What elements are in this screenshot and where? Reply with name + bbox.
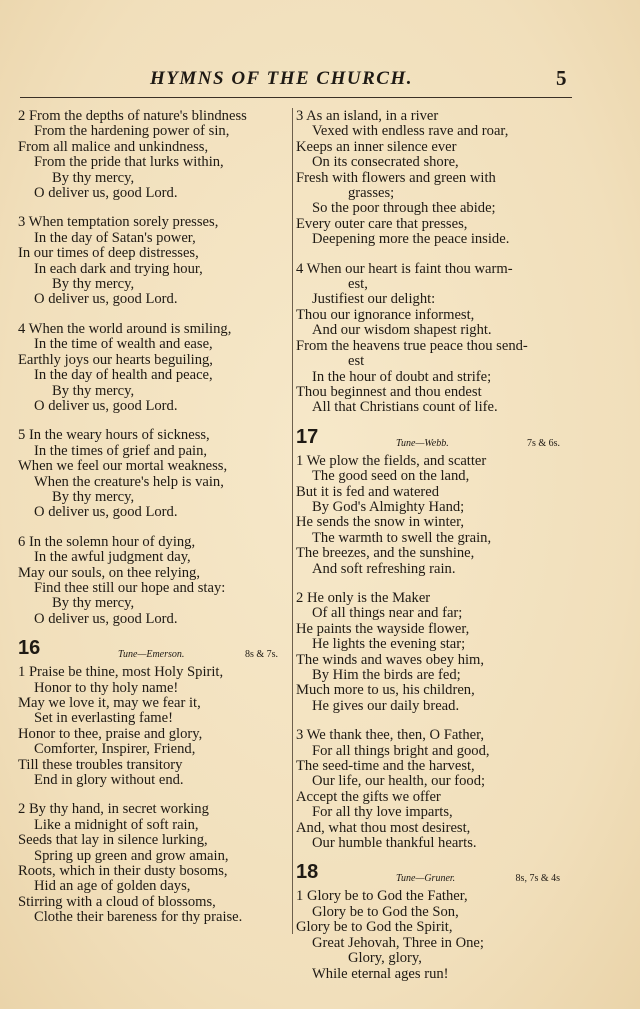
- verse-line: Thou our ignorance informest,: [296, 306, 475, 323]
- verse-line: Fresh with flowers and green with: [296, 169, 496, 186]
- verse-line: 1 Glory be to God the Father,: [296, 888, 468, 905]
- verse-line: In each dark and trying hour,: [34, 260, 203, 277]
- verse-line: Much more to us, his children,: [296, 682, 475, 699]
- verse-line: And soft refreshing rain.: [312, 560, 456, 577]
- verse-line: Earthly joys our hearts beguiling,: [18, 351, 213, 368]
- verse-line: 3 As an island, in a river: [296, 108, 439, 124]
- verse-line: From all malice and unkindness,: [18, 138, 209, 155]
- page-number: 5: [556, 66, 567, 90]
- hymn-15-stanza-2: [18, 109, 286, 201]
- verse-line: est: [348, 353, 365, 370]
- verse-line: When we feel our mortal weakness,: [18, 458, 228, 475]
- verse-line: 3 When temptation sorely presses,: [18, 214, 219, 231]
- verse-line: 1 We plow the fields, and scatter: [296, 452, 487, 469]
- verse-line: The winds and waves obey him,: [296, 651, 485, 668]
- hymn-15-stanza-5: [18, 428, 286, 520]
- verse-line: 4 When the world around is smiling,: [18, 320, 232, 337]
- hymn-16-stanza-3: [296, 109, 568, 248]
- verse-line: 2 From the depths of nature's blindness: [18, 108, 247, 124]
- verse-line: 4 When our heart is faint thou warm-: [296, 260, 513, 277]
- meter: 8s & 7s.: [244, 649, 278, 661]
- verse-line: Like a midnight of soft rain,: [34, 816, 199, 833]
- verse-line: Deepening more the peace inside.: [312, 231, 510, 248]
- verse-line: est,: [348, 276, 368, 293]
- verse-line: From the heavens true peace thou send-: [296, 337, 528, 354]
- hymn-16-stanza-2: [18, 802, 286, 925]
- verse-line: Every outer care that presses,: [296, 215, 468, 232]
- hymn-18-stanza-1: [296, 889, 568, 981]
- verse-line: Vexed with endless rave and roar,: [312, 123, 509, 140]
- verse-line: By thy mercy,: [52, 169, 135, 186]
- verse-line: So the poor through thee abide;: [312, 200, 496, 217]
- verse-line: In the times of grief and pain,: [34, 442, 208, 459]
- verse-line: By thy mercy,: [52, 488, 135, 505]
- verse-line: Justifiest our delight:: [312, 291, 436, 308]
- hymn-number: 16: [18, 637, 41, 660]
- verse-line: Glory be to God the Spirit,: [296, 919, 453, 936]
- hymn-17-stanza-3: [296, 728, 568, 851]
- verse-line: Our humble thankful hearts.: [312, 835, 477, 852]
- verse-line: He lights the evening star;: [312, 636, 466, 653]
- verse-line: End in glory without end.: [34, 772, 184, 789]
- verse-line: Honor to thee, praise and glory,: [18, 725, 203, 742]
- verse-line: And, what thou most desirest,: [296, 819, 471, 836]
- verse-line: For all things bright and good,: [312, 742, 490, 759]
- verse-line: The breezes, and the sunshine,: [296, 545, 475, 562]
- verse-line: Set in everlasting fame!: [34, 710, 173, 727]
- verse-line: By thy mercy,: [52, 276, 135, 293]
- verse-line: By God's Almighty Hand;: [312, 498, 465, 515]
- hymn-15-stanza-6: [18, 535, 286, 627]
- verse-line: May we love it, may we fear it,: [18, 695, 201, 711]
- verse-line: Stirring with a cloud of blossoms,: [18, 893, 216, 910]
- verse-line: grasses;: [348, 185, 395, 202]
- verse-line: Of all things near and far;: [312, 605, 463, 622]
- page-header: [0, 66, 640, 96]
- verse-line: Comforter, Inspirer, Friend,: [34, 741, 196, 758]
- meter: 8s, 7s & 4s: [515, 873, 560, 885]
- verse-line: O deliver us, good Lord.: [34, 397, 178, 414]
- verse-line: While eternal ages run!: [312, 965, 449, 982]
- verse-line: Hid an age of golden days,: [34, 878, 191, 895]
- hymn-number: 17: [296, 425, 319, 448]
- verse-line: But it is fed and watered: [296, 483, 440, 500]
- verse-line: 2 By thy hand, in secret working: [18, 801, 209, 818]
- tune-name: Tune—Emerson.: [118, 649, 185, 661]
- hymn-16-stanza-1: [18, 665, 286, 788]
- hymn-15-stanza-4: [18, 322, 286, 414]
- tune-name: Tune—Webb.: [396, 437, 449, 449]
- verse-line: When the creature's help is vain,: [34, 473, 224, 490]
- verse-line: Roots, which in their dusty bosoms,: [18, 863, 228, 880]
- hymn-15-stanza-3: [18, 215, 286, 307]
- tune-name: Tune—Gruner.: [396, 873, 456, 885]
- verse-line: From the hardening power of sin,: [34, 123, 230, 140]
- header-rule: [20, 97, 572, 98]
- verse-line: Accept the gifts we offer: [296, 788, 441, 805]
- meter: 7s & 6s.: [526, 437, 560, 449]
- verse-line: Thou beginnest and thou endest: [296, 383, 482, 400]
- verse-line: 5 In the weary hours of sickness,: [18, 427, 210, 444]
- verse-line: Spring up green and grow amain,: [34, 847, 229, 864]
- hymn-16-stanza-4: [296, 262, 568, 416]
- verse-line: And our wisdom shapest right.: [312, 322, 492, 339]
- verse-line: By Him the birds are fed;: [312, 667, 461, 683]
- verse-line: The warmth to swell the grain,: [312, 529, 492, 546]
- left-column: [18, 109, 286, 940]
- verse-line: He sends the snow in winter,: [296, 514, 465, 531]
- verse-line: Glory, glory,: [348, 950, 422, 967]
- hymn-17-stanza-2: [296, 591, 568, 714]
- verse-line: Honor to thy holy name!: [34, 679, 179, 696]
- hymn-number: 18: [296, 861, 319, 884]
- verse-line: By thy mercy,: [52, 382, 135, 399]
- hymn-18-heading: [296, 861, 568, 887]
- verse-line: The seed-time and the harvest,: [296, 758, 475, 775]
- verse-line: In the day of health and peace,: [34, 367, 213, 384]
- verse-line: The good seed on the land,: [312, 468, 470, 485]
- running-title: HYMNS OF THE CHURCH.: [150, 68, 413, 89]
- hymn-17-heading: [296, 425, 568, 452]
- verse-line: For all thy love imparts,: [312, 804, 453, 821]
- verse-line: He gives our daily bread.: [312, 697, 460, 714]
- verse-line: May our souls, on thee relying,: [18, 564, 200, 581]
- verse-line: All that Christians count of life.: [312, 399, 498, 416]
- verse-line: Clothe their bareness for thy praise.: [34, 909, 243, 926]
- verse-line: By thy mercy,: [52, 595, 135, 612]
- verse-line: 6 In the solemn hour of dying,: [18, 533, 196, 550]
- verse-line: O deliver us, good Lord.: [34, 504, 178, 521]
- verse-line: In the hour of doubt and strife;: [312, 368, 492, 385]
- verse-line: O deliver us, good Lord.: [34, 185, 178, 202]
- column-divider: [292, 108, 293, 934]
- verse-line: O deliver us, good Lord.: [34, 291, 178, 308]
- verse-line: Keeps an inner silence ever: [296, 138, 457, 155]
- verse-line: In the time of wealth and ease,: [34, 336, 213, 353]
- hymn-16-heading: [18, 637, 286, 663]
- verse-line: From the pride that lurks within,: [34, 154, 224, 171]
- verse-line: O deliver us, good Lord.: [34, 610, 178, 627]
- verse-line: On its consecrated shore,: [312, 154, 459, 171]
- verse-line: 2 He only is the Maker: [296, 589, 431, 606]
- right-column: [296, 109, 568, 996]
- verse-line: Find thee still our hope and stay:: [34, 579, 226, 596]
- verse-line: He paints the wayside flower,: [296, 620, 470, 637]
- verse-line: Great Jehovah, Three in One;: [312, 934, 484, 951]
- verse-line: 1 Praise be thine, most Holy Spirit,: [18, 664, 224, 681]
- verse-line: Glory be to God the Son,: [312, 903, 459, 920]
- verse-line: In the awful judgment day,: [34, 549, 191, 566]
- verse-line: 3 We thank thee, then, O Father,: [296, 727, 485, 744]
- verse-line: Our life, our health, our food;: [312, 773, 486, 790]
- verse-line: In our times of deep distresses,: [18, 245, 199, 262]
- verse-line: Seeds that lay in silence lurking,: [18, 832, 208, 849]
- verse-line: Till these troubles transitory: [18, 756, 183, 773]
- verse-line: In the day of Satan's power,: [34, 229, 196, 246]
- hymn-17-stanza-1: [296, 454, 568, 577]
